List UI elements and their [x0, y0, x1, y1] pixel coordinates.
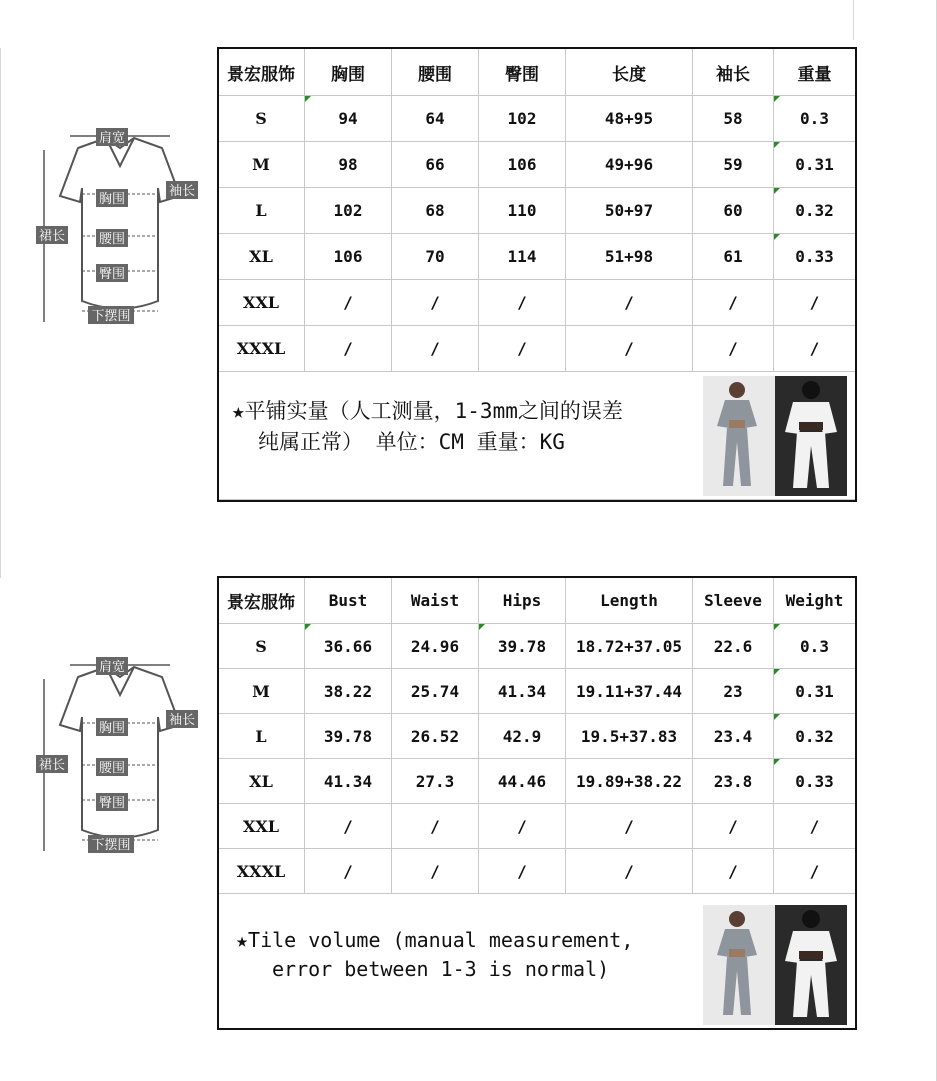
label-skirt-length: 裙长 — [38, 229, 66, 244]
data-cell: / — [566, 280, 693, 326]
data-cell: 18.72+37.05 — [566, 624, 693, 669]
table-row — [218, 234, 856, 280]
data-cell: 19.89+38.22 — [566, 759, 693, 804]
label-shoulder: 肩宽 — [98, 131, 126, 146]
size-cell: XXL — [218, 280, 305, 326]
note-row — [218, 372, 856, 500]
data-cell: / — [479, 849, 566, 894]
data-cell: / — [566, 804, 693, 849]
table-row — [218, 142, 856, 188]
table-row — [218, 188, 856, 234]
note-line-1: ★Tile volume (manual measurement, — [236, 928, 634, 952]
size-cell: XL — [218, 234, 305, 280]
data-cell: 36.66 — [305, 624, 392, 669]
header-cell: 长度 — [566, 49, 693, 96]
table-row — [218, 624, 856, 669]
size-table-en — [217, 577, 856, 1029]
table-row — [218, 714, 856, 759]
data-cell: 0.31 — [774, 142, 856, 188]
garment-diagram-en — [30, 655, 212, 855]
note-row — [218, 894, 856, 1029]
data-cell: 102 — [305, 188, 392, 234]
size-cell: L — [218, 714, 305, 759]
header-cell: 臀围 — [479, 49, 566, 96]
data-cell: 66 — [392, 142, 479, 188]
data-cell: 19.5+37.83 — [566, 714, 693, 759]
data-cell: 27.3 — [392, 759, 479, 804]
note-cell — [218, 372, 856, 500]
data-cell: 0.32 — [774, 188, 856, 234]
product-photo — [703, 376, 847, 496]
data-cell: 114 — [479, 234, 566, 280]
size-cell: L — [218, 188, 305, 234]
data-cell: / — [305, 849, 392, 894]
header-cell: Waist — [392, 578, 479, 624]
header-cell: Sleeve — [693, 578, 774, 624]
page-edge-top — [853, 0, 854, 40]
data-cell: 39.78 — [305, 714, 392, 759]
data-cell: 48+95 — [566, 96, 693, 142]
data-cell: 49+96 — [566, 142, 693, 188]
data-cell: 70 — [392, 234, 479, 280]
data-cell: 60 — [693, 188, 774, 234]
data-cell: 68 — [392, 188, 479, 234]
header-cell: 景宏服饰 — [218, 578, 305, 624]
label-sleeve: 袖长 — [168, 184, 196, 199]
header-cell: 胸围 — [305, 49, 392, 96]
size-cell: S — [218, 96, 305, 142]
data-cell: 23.8 — [693, 759, 774, 804]
data-cell: 23.4 — [693, 714, 774, 759]
data-cell: 42.9 — [479, 714, 566, 759]
header-cell: Weight — [774, 578, 856, 624]
label-hem: 下摆围 — [91, 838, 131, 853]
label-skirt-length: 裙长 — [38, 758, 66, 773]
data-cell: 110 — [479, 188, 566, 234]
header-cell: 重量 — [774, 49, 856, 96]
data-cell: 41.34 — [305, 759, 392, 804]
data-cell: / — [305, 326, 392, 372]
data-cell: 24.96 — [392, 624, 479, 669]
data-cell: / — [305, 280, 392, 326]
header-row — [218, 578, 856, 624]
data-cell: / — [479, 326, 566, 372]
header-cell: Length — [566, 578, 693, 624]
data-cell: / — [305, 804, 392, 849]
size-cell: XXXL — [218, 849, 305, 894]
data-cell: 0.33 — [774, 759, 856, 804]
data-cell: / — [693, 326, 774, 372]
note-line-2: 纯属正常） 单位：CM 重量：KG — [258, 430, 565, 454]
data-cell: 64 — [392, 96, 479, 142]
data-cell: / — [566, 849, 693, 894]
data-cell: 44.46 — [479, 759, 566, 804]
data-cell: / — [774, 280, 856, 326]
data-cell: 0.3 — [774, 96, 856, 142]
header-cell: Hips — [479, 578, 566, 624]
label-waist: 腰围 — [98, 761, 126, 776]
data-cell: 50+97 — [566, 188, 693, 234]
note-line-2: error between 1-3 is normal) — [272, 957, 610, 981]
table-row — [218, 759, 856, 804]
data-cell: / — [392, 849, 479, 894]
label-waist: 腰围 — [98, 232, 126, 247]
data-cell: 94 — [305, 96, 392, 142]
size-cell: M — [218, 142, 305, 188]
data-cell: / — [479, 804, 566, 849]
data-cell: 26.52 — [392, 714, 479, 759]
data-cell: 0.33 — [774, 234, 856, 280]
data-cell: 0.31 — [774, 669, 856, 714]
size-table-cn — [217, 48, 856, 500]
label-chest: 胸围 — [98, 721, 126, 736]
size-cell: XL — [218, 759, 305, 804]
data-cell: 106 — [305, 234, 392, 280]
table-row — [218, 96, 856, 142]
data-cell: 39.78 — [479, 624, 566, 669]
label-hem: 下摆围 — [91, 309, 131, 324]
data-cell: 41.34 — [479, 669, 566, 714]
data-cell: / — [774, 804, 856, 849]
label-sleeve: 袖长 — [168, 713, 196, 728]
note-line-1: ★平铺实量（人工测量，1-3mm之间的误差 — [232, 399, 623, 423]
size-cell: XXL — [218, 804, 305, 849]
header-cell: 袖长 — [693, 49, 774, 96]
data-cell: / — [392, 280, 479, 326]
data-cell: / — [392, 804, 479, 849]
data-cell: / — [392, 326, 479, 372]
data-cell: 25.74 — [392, 669, 479, 714]
table-row — [218, 669, 856, 714]
data-cell: 38.22 — [305, 669, 392, 714]
data-cell: / — [566, 326, 693, 372]
data-cell: 51+98 — [566, 234, 693, 280]
header-row — [218, 49, 856, 96]
note-cell — [218, 894, 856, 1029]
garment-diagram-cn — [30, 126, 212, 326]
data-cell: 61 — [693, 234, 774, 280]
measurement-note — [232, 396, 692, 458]
size-cell: M — [218, 669, 305, 714]
data-cell: / — [693, 849, 774, 894]
product-photo — [703, 904, 847, 1026]
data-cell: / — [693, 280, 774, 326]
data-cell: 0.3 — [774, 624, 856, 669]
data-cell: 102 — [479, 96, 566, 142]
label-hip: 臀围 — [98, 267, 126, 282]
data-cell: / — [479, 280, 566, 326]
size-cell: S — [218, 624, 305, 669]
data-cell: / — [693, 804, 774, 849]
header-cell: Bust — [305, 578, 392, 624]
measurement-note — [236, 926, 706, 984]
data-cell: / — [774, 326, 856, 372]
size-cell: XXXL — [218, 326, 305, 372]
label-shoulder: 肩宽 — [98, 660, 126, 675]
data-cell: / — [774, 849, 856, 894]
data-cell: 59 — [693, 142, 774, 188]
data-cell: 22.6 — [693, 624, 774, 669]
data-cell: 0.32 — [774, 714, 856, 759]
data-cell: 58 — [693, 96, 774, 142]
header-cell: 景宏服饰 — [218, 49, 305, 96]
label-chest: 胸围 — [98, 192, 126, 207]
data-cell: 23 — [693, 669, 774, 714]
table-row — [218, 804, 856, 849]
label-hip: 臀围 — [98, 796, 126, 811]
table-row — [218, 326, 856, 372]
data-cell: 98 — [305, 142, 392, 188]
data-cell: 106 — [479, 142, 566, 188]
table-row — [218, 849, 856, 894]
page-edge-left — [0, 48, 1, 578]
header-cell: 腰围 — [392, 49, 479, 96]
table-row — [218, 280, 856, 326]
data-cell: 19.11+37.44 — [566, 669, 693, 714]
